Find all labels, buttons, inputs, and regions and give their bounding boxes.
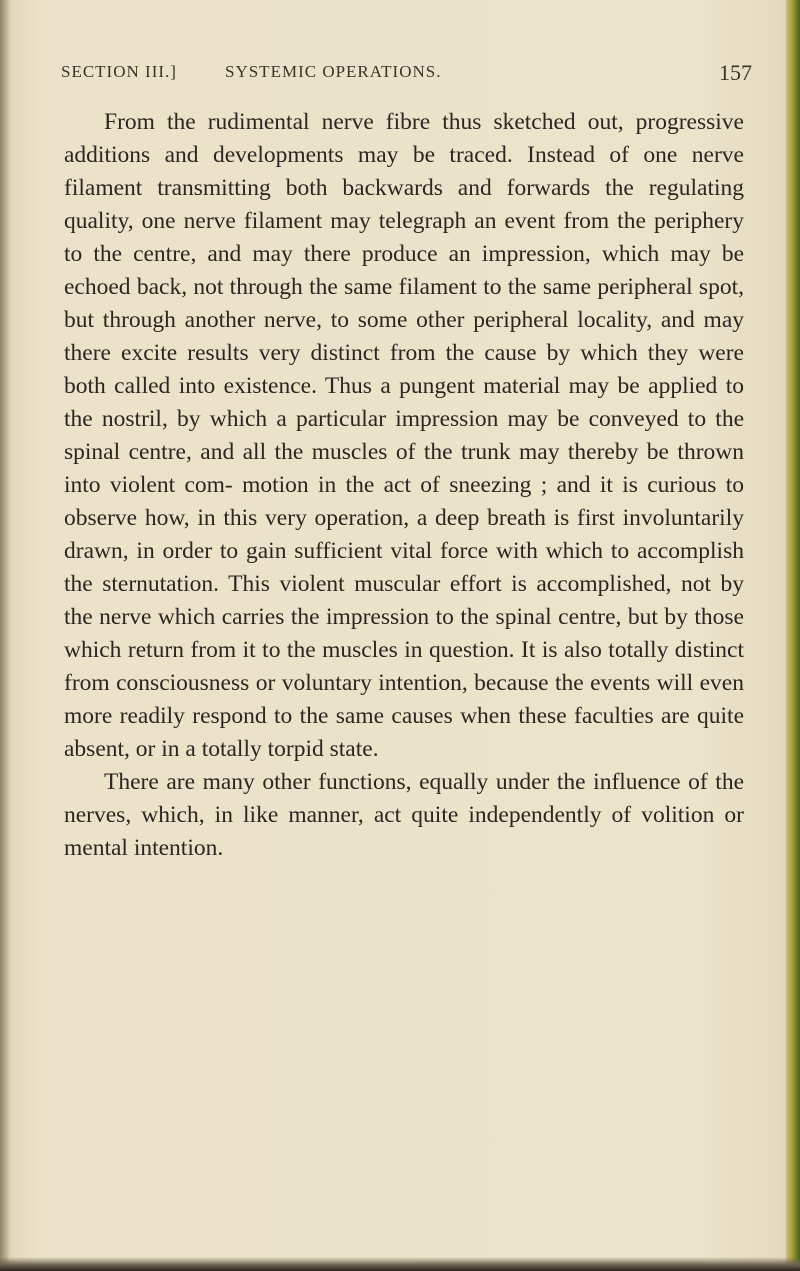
section-label: SECTION III.] <box>61 62 177 81</box>
paragraph-2: There are many other functions, equally under the influence of the nerves, which, in like manner, act quite independently of volition or mental intention. <box>64 769 744 861</box>
page-gutter-shadow <box>0 0 10 1271</box>
page-bottom-shadow <box>0 1257 800 1271</box>
paragraph-1: From the rudimental nerve fibre thus sketched out, progressive additions and developments may be traced. Instead of one nerve filament transmitting both backwards and forwards the regulating quality, one nerve filament may telegraph an event from the periphery to the centre, and may there produce an impression, which may be echoed back, not through the same filament to the same peripheral spot, but through another nerve, to some other peripheral locality, and may there excite results very distinct from the cause by which they were both called into existence. Thus a pungent material may be applied to the nostril, by which a particular impression may be conveyed to the spinal centre, and all the muscles of the trunk may thereby be thrown into violent com- motion in the act of sneezing ; and it is curious to observe how, in this very operation, a deep breath is first involuntarily drawn, in order to gain sufficient vital force with which to accomplish the sternutation. This violent muscular effort is accomplished, not by the nerve which carries the impression to the spinal centre, but by those which return from it to the muscles in question. It is also totally distinct from consciousness or voluntary intention, because the events will even more readily respond to the same causes when these faculties are quite absent, or in a totally torpid state. <box>64 109 744 762</box>
running-header <box>61 62 752 88</box>
page-number: 157 <box>719 60 752 85</box>
book-edge <box>786 0 800 1271</box>
running-title: SYSTEMIC OPERATIONS. <box>225 62 442 81</box>
body-text <box>64 106 744 865</box>
